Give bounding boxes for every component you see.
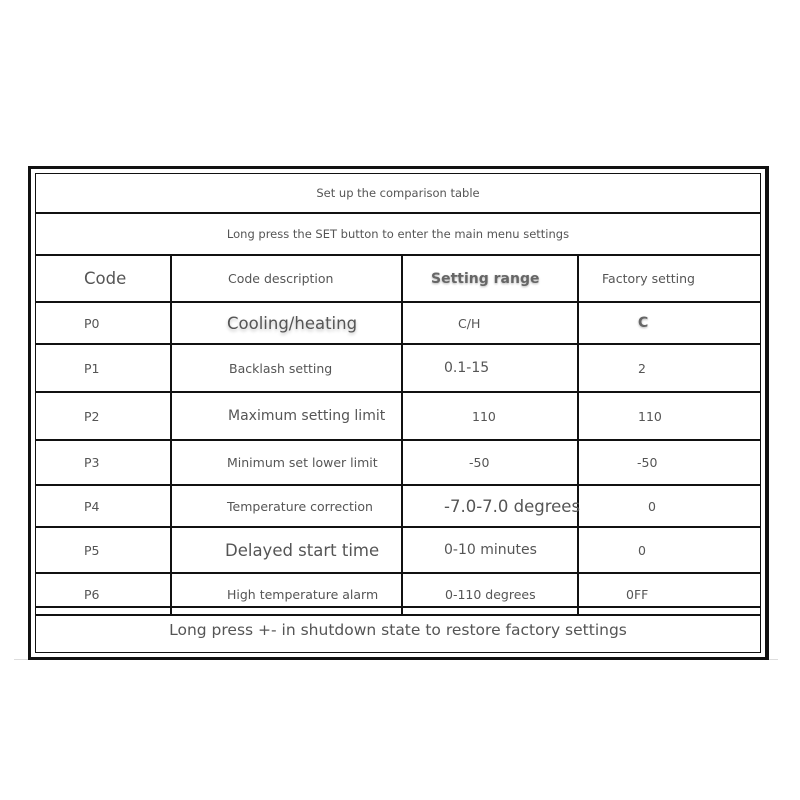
row-description: Maximum setting limit xyxy=(174,393,403,439)
row-range: C/H xyxy=(405,303,579,343)
row-factory: 2 xyxy=(638,360,646,376)
table-title: Set up the comparison table xyxy=(36,174,760,214)
row-range: 0-10 minutes xyxy=(405,528,579,572)
table-header-row xyxy=(36,256,760,303)
table-row xyxy=(36,441,760,486)
row-description: Delayed start time xyxy=(174,528,403,572)
table-subtitle: Long press the SET button to enter the main menu settings xyxy=(36,214,760,256)
row-description: High temperature alarm xyxy=(174,574,403,614)
row-code: P4 xyxy=(36,486,172,526)
row-code: P6 xyxy=(36,574,172,614)
row-range: 110 xyxy=(405,393,579,439)
row-range: 0-110 degrees xyxy=(405,574,579,614)
table-row xyxy=(36,486,760,528)
bottom-right-rule xyxy=(768,659,778,660)
row-factory: 0 xyxy=(648,498,656,514)
row-description: Minimum set lower limit xyxy=(174,441,403,484)
row-range: -50 xyxy=(405,441,579,484)
table-row xyxy=(36,393,760,441)
row-code: P0 xyxy=(36,303,172,343)
row-factory: C xyxy=(638,315,649,331)
comparison-table xyxy=(28,166,769,660)
table-inner xyxy=(35,173,761,653)
header-setting-range: Setting range xyxy=(405,256,579,301)
row-description: Backlash setting xyxy=(174,345,403,391)
table-row xyxy=(36,528,760,574)
header-description: Code description xyxy=(174,256,403,301)
header-factory-setting: Factory setting xyxy=(602,271,695,286)
row-code: P5 xyxy=(36,528,172,572)
row-factory: 0FF xyxy=(626,586,649,602)
table-row xyxy=(36,303,760,345)
row-factory: -50 xyxy=(637,455,658,470)
row-factory: 110 xyxy=(638,408,662,424)
row-code: P3 xyxy=(36,441,172,484)
row-description: Temperature correction xyxy=(174,486,403,526)
row-code: P2 xyxy=(36,393,172,439)
row-factory: 0 xyxy=(638,542,646,558)
header-code: Code xyxy=(36,256,172,301)
row-code: P1 xyxy=(36,345,172,391)
row-range: 0.1-15 xyxy=(405,345,579,391)
row-description: Cooling/heating xyxy=(174,303,403,343)
table-footer: Long press +- in shutdown state to restore factory settings xyxy=(36,606,760,652)
table-row xyxy=(36,345,760,393)
row-range: -7.0-7.0 degrees xyxy=(405,486,579,526)
